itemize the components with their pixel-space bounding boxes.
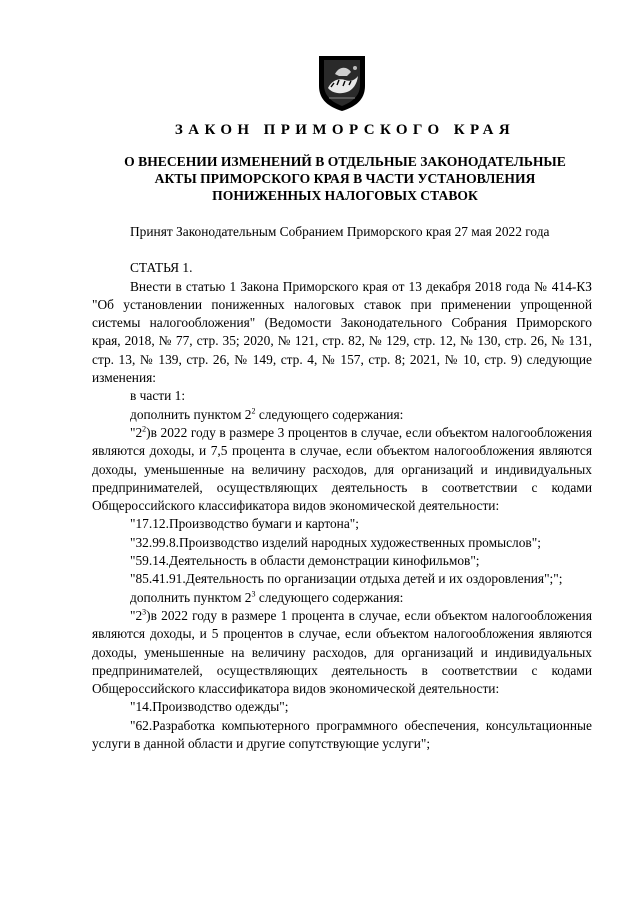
okved-code: "14.Производство одежды"; [130, 699, 289, 715]
article-heading: СТАТЬЯ 1. [130, 260, 193, 276]
clause-2-2-text: "$2^2)в$ 2022 году в размере 3 процентов в случае, если объектом налогообложения являются доходы, и 7,5 процента в случае, если объектом налогообложения являются доходы, уменьшенные на величину расходов, для организаций и индивидуальных предпринимателей, осуществляющих деятельность в соответствии с кодами Общероссийского классификатора видов экономической деятельности: [92, 424, 592, 514]
subtitle-line: О ВНЕСЕНИИ ИЗМЕНЕНИЙ В ОТДЕЛЬНЫЕ ЗАКОНОДАТЕЛЬНЫЕ [124, 154, 566, 169]
coat-of-arms-emblem [315, 54, 369, 112]
law-body [92, 223, 592, 753]
law-title: ЗАКОН ПРИМОРСКОГО КРАЯ [174, 122, 516, 138]
okved-code: "59.14.Деятельность в области демонстрации кинофильмов"; [130, 553, 480, 569]
clause-2-3-text: "$2^3)в$ 2022 году в размере 1 процента в случае, если объектом налогообложения являются доходы, и 5 процентов в случае, если объектом налогообложения являются доходы, уменьшенные на величину расходов, для организаций и индивидуальных предпринимателей, осуществляющих деятельность в соответствии с кодами Общероссийского классификатора видов экономической деятельности: [92, 607, 592, 697]
subtitle-line: ПОНИЖЕННЫХ НАЛОГОВЫХ СТАВОК [212, 188, 478, 203]
subtitle-line: АКТЫ ПРИМОРСКОГО КРАЯ В ЧАСТИ УСТАНОВЛЕНИЯ [154, 171, 536, 186]
add-clause-2-3: дополнить пунктом $2^3$ следующего содержания: [130, 589, 404, 605]
okved-code: "32.99.8.Производство изделий народных художественных промыслов"; [130, 534, 541, 550]
okved-code: "62.Разработка компьютерного программного обеспечения, консультационные услуги в данной области и другие сопутствующие услуги"; [92, 717, 592, 752]
part-reference: в части 1: [130, 388, 186, 404]
law-subtitle [100, 153, 590, 204]
okved-code: "85.41.91.Деятельность по организации отдыха детей и их оздоровления";"; [130, 571, 563, 587]
add-clause-2-2: дополнить пунктом $2^2$ следующего содержания: [130, 406, 404, 422]
adoption-note: Принят Законодательным Собранием Приморского края 27 мая 2022 года [130, 224, 550, 239]
okved-code: "17.12.Производство бумаги и картона"; [130, 516, 359, 532]
article-intro: Внести в статью 1 Закона Приморского края от 13 декабря 2018 года № 414-КЗ "Об установлении пониженных налоговых ставок при применении упрощенной системы налогообложения" (Ведомости Законодательного Собрания Приморского края, 2018, № 77, стр. 35; 2020, № 121, стр. 82, № 129, стр. 12, № 130, стр. 26, № 131, стр. 13, № 139, стр. 26, № 149, стр. 4, № 157, стр. 8; 2021, № 10, стр. 9) следующие изменения: [92, 278, 592, 386]
